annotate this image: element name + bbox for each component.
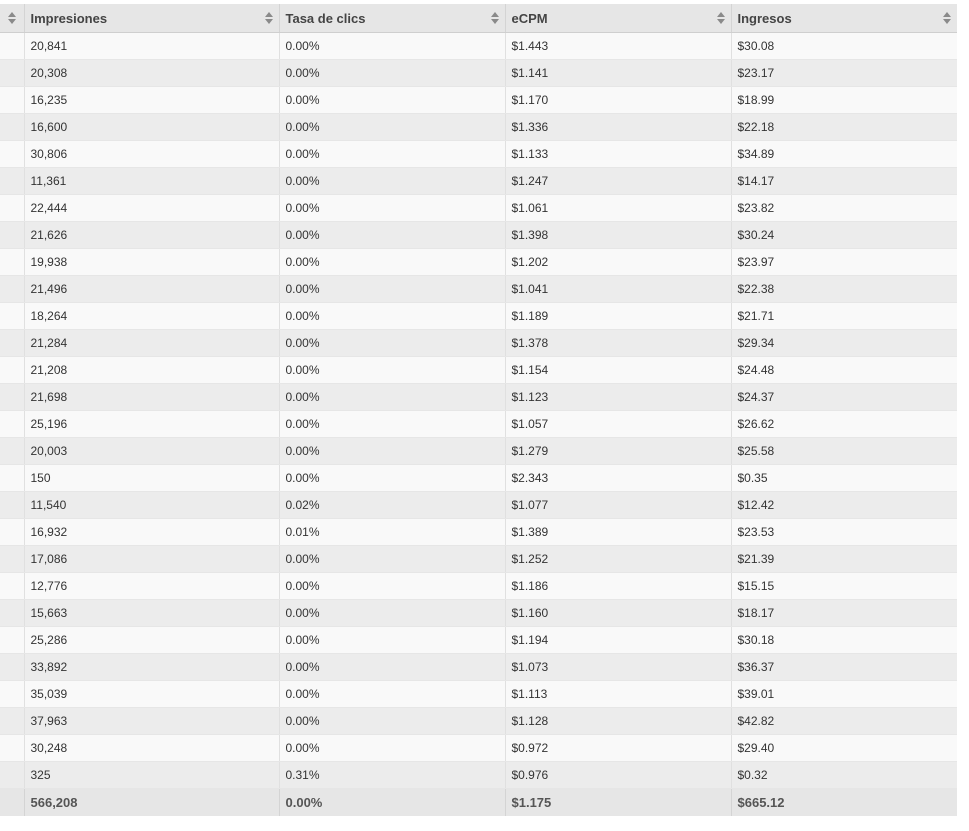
cell-ecpm: $1.133 <box>505 141 731 168</box>
cell-ecpm: $1.057 <box>505 411 731 438</box>
cell-impresiones: 35,039 <box>24 681 279 708</box>
cell-impresiones: 16,235 <box>24 87 279 114</box>
cell-ecpm: $1.252 <box>505 546 731 573</box>
cell-ecpm: $1.194 <box>505 627 731 654</box>
cell-impresiones: 21,496 <box>24 276 279 303</box>
row-first-cell <box>0 195 24 222</box>
cell-ingresos: $30.08 <box>731 33 957 60</box>
cell-ecpm: $1.113 <box>505 681 731 708</box>
totals-row <box>0 789 957 817</box>
column-header-label: eCPM <box>511 10 548 26</box>
column-header-label: Tasa de clics <box>285 10 366 26</box>
cell-impresiones: 325 <box>24 762 279 789</box>
cell-tasa-de-clics: 0.00% <box>279 735 505 762</box>
cell-ecpm: $1.202 <box>505 249 731 276</box>
report-table-container <box>0 4 957 816</box>
cell-ingresos: $0.35 <box>731 465 957 492</box>
cell-ingresos: $36.37 <box>731 654 957 681</box>
row-first-cell <box>0 87 24 114</box>
column-header-ecpm[interactable] <box>505 4 731 33</box>
table-row <box>0 681 957 708</box>
table-row <box>0 357 957 384</box>
table-row <box>0 168 957 195</box>
cell-tasa-de-clics: 0.00% <box>279 600 505 627</box>
cell-impresiones: 20,308 <box>24 60 279 87</box>
cell-tasa-de-clics: 0.00% <box>279 168 505 195</box>
cell-ingresos: $21.39 <box>731 546 957 573</box>
row-first-cell <box>0 303 24 330</box>
row-first-cell <box>0 519 24 546</box>
table-row <box>0 627 957 654</box>
cell-ecpm: $1.160 <box>505 600 731 627</box>
cell-ecpm: $1.279 <box>505 438 731 465</box>
cell-tasa-de-clics: 0.00% <box>279 141 505 168</box>
sort-icon[interactable] <box>265 12 273 25</box>
cell-ingresos: $14.17 <box>731 168 957 195</box>
row-first-cell <box>0 600 24 627</box>
cell-ingresos: $42.82 <box>731 708 957 735</box>
row-first-cell <box>0 357 24 384</box>
totals-ecpm: $1.175 <box>505 789 731 817</box>
cell-ingresos: $34.89 <box>731 141 957 168</box>
cell-ingresos: $18.17 <box>731 600 957 627</box>
column-header-first[interactable] <box>0 4 24 33</box>
cell-impresiones: 21,208 <box>24 357 279 384</box>
cell-tasa-de-clics: 0.00% <box>279 276 505 303</box>
totals-impresiones: 566,208 <box>24 789 279 817</box>
cell-tasa-de-clics: 0.00% <box>279 573 505 600</box>
sort-icon[interactable] <box>943 12 951 25</box>
cell-ingresos: $0.32 <box>731 762 957 789</box>
row-first-cell <box>0 546 24 573</box>
cell-ecpm: $1.154 <box>505 357 731 384</box>
table-row <box>0 600 957 627</box>
column-header-impresiones[interactable] <box>24 4 279 33</box>
cell-ecpm: $1.336 <box>505 114 731 141</box>
cell-tasa-de-clics: 0.00% <box>279 681 505 708</box>
header-row <box>0 4 957 33</box>
cell-tasa-de-clics: 0.00% <box>279 303 505 330</box>
cell-impresiones: 18,264 <box>24 303 279 330</box>
cell-tasa-de-clics: 0.00% <box>279 627 505 654</box>
table-row <box>0 303 957 330</box>
cell-ecpm: $1.247 <box>505 168 731 195</box>
cell-impresiones: 21,698 <box>24 384 279 411</box>
cell-ingresos: $23.97 <box>731 249 957 276</box>
row-first-cell <box>0 681 24 708</box>
cell-impresiones: 30,248 <box>24 735 279 762</box>
cell-impresiones: 11,361 <box>24 168 279 195</box>
table-row <box>0 519 957 546</box>
totals-tasa-de-clics: 0.00% <box>279 789 505 817</box>
cell-ecpm: $1.186 <box>505 573 731 600</box>
cell-ecpm: $1.061 <box>505 195 731 222</box>
table-row <box>0 195 957 222</box>
cell-tasa-de-clics: 0.00% <box>279 33 505 60</box>
row-first-cell <box>0 141 24 168</box>
table-row <box>0 249 957 276</box>
table-row <box>0 330 957 357</box>
cell-tasa-de-clics: 0.00% <box>279 60 505 87</box>
cell-impresiones: 21,284 <box>24 330 279 357</box>
cell-ingresos: $24.37 <box>731 384 957 411</box>
table-row <box>0 573 957 600</box>
table-row <box>0 438 957 465</box>
row-first-cell <box>0 654 24 681</box>
cell-ecpm: $1.389 <box>505 519 731 546</box>
cell-tasa-de-clics: 0.00% <box>279 546 505 573</box>
table-row <box>0 492 957 519</box>
cell-ingresos: $30.24 <box>731 222 957 249</box>
column-header-tasa-de-clics[interactable] <box>279 4 505 33</box>
table-row <box>0 546 957 573</box>
cell-tasa-de-clics: 0.00% <box>279 249 505 276</box>
cell-ecpm: $1.398 <box>505 222 731 249</box>
cell-ingresos: $30.18 <box>731 627 957 654</box>
cell-tasa-de-clics: 0.01% <box>279 519 505 546</box>
sort-icon[interactable] <box>717 12 725 25</box>
sort-icon[interactable] <box>8 12 16 25</box>
cell-tasa-de-clics: 0.00% <box>279 438 505 465</box>
cell-ingresos: $18.99 <box>731 87 957 114</box>
cell-tasa-de-clics: 0.31% <box>279 762 505 789</box>
column-header-label: Impresiones <box>30 10 108 26</box>
cell-ecpm: $1.077 <box>505 492 731 519</box>
cell-impresiones: 12,776 <box>24 573 279 600</box>
column-header-ingresos[interactable] <box>731 4 957 33</box>
cell-impresiones: 33,892 <box>24 654 279 681</box>
totals-ingresos: $665.12 <box>731 789 957 817</box>
cell-ecpm: $0.972 <box>505 735 731 762</box>
row-first-cell <box>0 438 24 465</box>
row-first-cell <box>0 60 24 87</box>
cell-impresiones: 150 <box>24 465 279 492</box>
row-first-cell <box>0 411 24 438</box>
row-first-cell <box>0 384 24 411</box>
cell-tasa-de-clics: 0.00% <box>279 384 505 411</box>
cell-ingresos: $22.18 <box>731 114 957 141</box>
row-first-cell <box>0 168 24 195</box>
row-first-cell <box>0 627 24 654</box>
cell-impresiones: 37,963 <box>24 708 279 735</box>
cell-tasa-de-clics: 0.00% <box>279 222 505 249</box>
table-row <box>0 411 957 438</box>
cell-ecpm: $1.378 <box>505 330 731 357</box>
cell-ingresos: $25.58 <box>731 438 957 465</box>
cell-ecpm: $1.123 <box>505 384 731 411</box>
cell-ecpm: $1.170 <box>505 87 731 114</box>
cell-impresiones: 15,663 <box>24 600 279 627</box>
table-row <box>0 762 957 789</box>
totals-first-cell <box>0 789 24 817</box>
cell-tasa-de-clics: 0.02% <box>279 492 505 519</box>
cell-impresiones: 16,600 <box>24 114 279 141</box>
cell-impresiones: 25,286 <box>24 627 279 654</box>
report-table <box>0 4 957 816</box>
table-row <box>0 465 957 492</box>
cell-ecpm: $1.041 <box>505 276 731 303</box>
table-row <box>0 114 957 141</box>
cell-ecpm: $1.073 <box>505 654 731 681</box>
table-row <box>0 60 957 87</box>
cell-ecpm: $1.189 <box>505 303 731 330</box>
cell-ecpm: $1.141 <box>505 60 731 87</box>
cell-impresiones: 11,540 <box>24 492 279 519</box>
row-first-cell <box>0 465 24 492</box>
cell-ingresos: $39.01 <box>731 681 957 708</box>
row-first-cell <box>0 492 24 519</box>
cell-impresiones: 25,196 <box>24 411 279 438</box>
cell-tasa-de-clics: 0.00% <box>279 465 505 492</box>
cell-tasa-de-clics: 0.00% <box>279 195 505 222</box>
cell-tasa-de-clics: 0.00% <box>279 654 505 681</box>
cell-tasa-de-clics: 0.00% <box>279 708 505 735</box>
cell-ecpm: $0.976 <box>505 762 731 789</box>
table-row <box>0 87 957 114</box>
cell-ingresos: $29.34 <box>731 330 957 357</box>
cell-impresiones: 19,938 <box>24 249 279 276</box>
cell-tasa-de-clics: 0.00% <box>279 411 505 438</box>
cell-impresiones: 17,086 <box>24 546 279 573</box>
row-first-cell <box>0 249 24 276</box>
cell-ecpm: $2.343 <box>505 465 731 492</box>
cell-ingresos: $21.71 <box>731 303 957 330</box>
cell-tasa-de-clics: 0.00% <box>279 114 505 141</box>
cell-ingresos: $24.48 <box>731 357 957 384</box>
cell-impresiones: 30,806 <box>24 141 279 168</box>
cell-impresiones: 21,626 <box>24 222 279 249</box>
sort-icon[interactable] <box>491 12 499 25</box>
table-row <box>0 654 957 681</box>
row-first-cell <box>0 735 24 762</box>
cell-impresiones: 20,003 <box>24 438 279 465</box>
cell-ingresos: $23.82 <box>731 195 957 222</box>
row-first-cell <box>0 114 24 141</box>
row-first-cell <box>0 762 24 789</box>
row-first-cell <box>0 276 24 303</box>
row-first-cell <box>0 222 24 249</box>
column-header-label: Ingresos <box>737 10 792 26</box>
cell-ecpm: $1.443 <box>505 33 731 60</box>
cell-ingresos: $15.15 <box>731 573 957 600</box>
cell-ecpm: $1.128 <box>505 708 731 735</box>
cell-impresiones: 16,932 <box>24 519 279 546</box>
row-first-cell <box>0 33 24 60</box>
table-row <box>0 33 957 60</box>
cell-ingresos: $23.17 <box>731 60 957 87</box>
table-row <box>0 141 957 168</box>
cell-impresiones: 22,444 <box>24 195 279 222</box>
table-row <box>0 222 957 249</box>
table-row <box>0 708 957 735</box>
row-first-cell <box>0 330 24 357</box>
cell-tasa-de-clics: 0.00% <box>279 357 505 384</box>
table-body <box>0 33 957 789</box>
cell-ingresos: $22.38 <box>731 276 957 303</box>
cell-ingresos: $23.53 <box>731 519 957 546</box>
row-first-cell <box>0 708 24 735</box>
table-row <box>0 735 957 762</box>
table-row <box>0 276 957 303</box>
cell-impresiones: 20,841 <box>24 33 279 60</box>
cell-ingresos: $12.42 <box>731 492 957 519</box>
cell-ingresos: $26.62 <box>731 411 957 438</box>
cell-tasa-de-clics: 0.00% <box>279 87 505 114</box>
table-row <box>0 384 957 411</box>
cell-tasa-de-clics: 0.00% <box>279 330 505 357</box>
cell-ingresos: $29.40 <box>731 735 957 762</box>
row-first-cell <box>0 573 24 600</box>
